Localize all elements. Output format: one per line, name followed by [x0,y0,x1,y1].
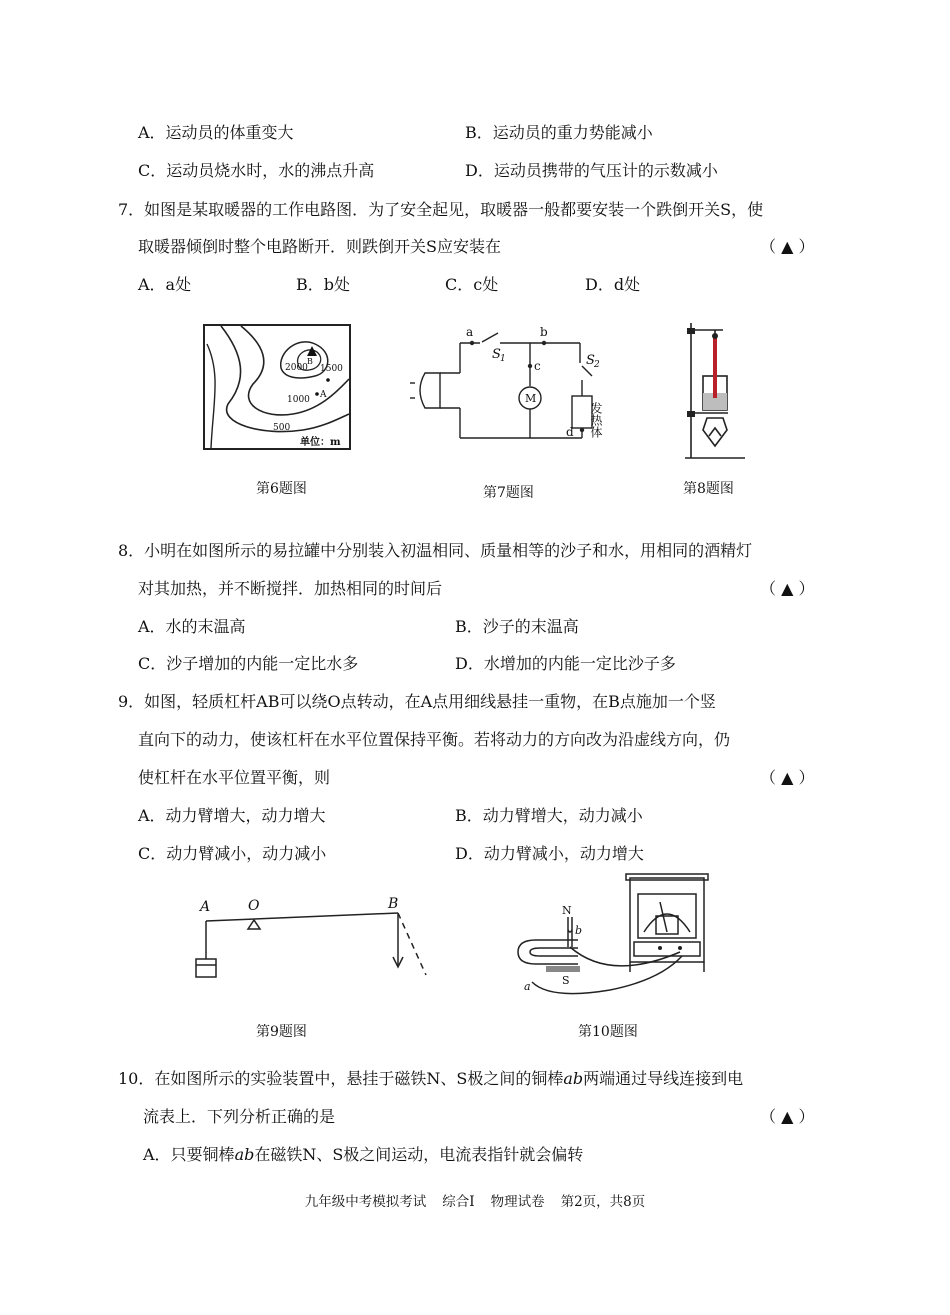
fig7-label-c: c [534,359,541,373]
fig6-label-500: 500 [273,423,291,433]
fig7-motor-label: M [525,392,537,405]
q10-stem-text-a: 10．在如图所示的实验装置中，悬挂于磁铁N、S极之间的铜棒 [118,1069,564,1088]
fig7-label-s1-sub: 1 [500,354,506,364]
q8-option-d: D．水增加的内能一定比沙子多 [455,654,676,673]
figure-10-caption: 第10题图 [578,1024,638,1040]
figure-10-induction-apparatus [510,872,720,1012]
footer-paper-name: 物理试卷 [490,1194,545,1210]
figure-6-caption: 第6题图 [256,481,307,497]
fig6-label-b: B [307,357,313,366]
fig7-label-s2: S [586,353,595,368]
q10-stem-var: ab [563,1069,584,1088]
q8-option-a: A．水的末温高 [138,617,246,636]
q10-option-a [143,1142,583,1165]
q8-stem-line2: 对其加热，并不断搅拌．加热相同的时间后 [138,579,443,598]
q6-option-a: A．运动员的体重变大 [138,123,294,142]
q8-answer-bracket: （ ▲ ） [760,579,815,598]
q9-stem-line2: 直向下的动力，使该杠杆在水平位置保持平衡。若将动力的方向改为沿虚线方向，仍 [138,730,731,749]
heating-apparatus-drawing [683,318,753,463]
q9-answer-bracket: （ ▲ ） [760,768,815,787]
q10-stem-line1 [118,1066,743,1089]
lever-drawing [188,893,438,993]
q7-answer-bracket: （ ▲ ） [760,237,815,256]
q10-stem-line2: 流表上．下列分析正确的是 [143,1107,336,1126]
footer-exam-name: 九年级中考模拟考试 [304,1194,427,1210]
fig6-label-1500: 1500 [320,364,343,374]
q6-option-b: B．运动员的重力势能减小 [465,123,653,142]
fig7-label-s1: S [492,347,501,362]
q7-stem-line2: 取暖器倾倒时整个电路断开．则跌倒开关S应安装在 [138,237,501,256]
q10-stem-text-b: 两端通过导线连接到电 [583,1069,744,1088]
q10-option-a-text-a: A．只要铜棒 [143,1145,235,1164]
q7-option-a: A．a处 [138,275,192,294]
figure-7-circuit-diagram [410,318,610,453]
q10-answer-bracket: （ ▲ ） [760,1107,815,1126]
contour-map-drawing [203,324,351,450]
q8-stem-line1: 8．小明在如图所示的易拉罐中分别装入初温相同、质量相等的沙子和水，用相同的酒精灯 [118,541,753,560]
figure-9-lever-diagram [188,893,438,993]
fig10-label-s: S [562,974,570,987]
q6-option-c: C．运动员烧水时，水的沸点升高 [138,161,375,180]
fig9-label-b: B [388,896,399,912]
q9-stem-line3: 使杠杆在水平位置平衡，则 [138,768,331,787]
fig7-label-a: a [466,325,474,339]
fig7-label-s2-sub: 2 [594,360,600,370]
figure-8-heating-apparatus [683,318,753,463]
footer-subject: 综合Ⅰ [442,1194,475,1210]
fig10-label-b: b [575,924,583,937]
fig6-label-2000: 2000 [285,363,308,373]
page-footer [0,1190,950,1210]
fig6-label-1000: 1000 [287,395,310,405]
q10-option-a-text-b: 在磁铁N、S极之间运动，电流表指针就会偏转 [254,1145,584,1164]
fig6-label-a: A [320,390,327,400]
fig10-label-n: N [562,904,572,917]
fig7-label-b: b [540,325,548,339]
circuit-drawing [410,318,610,453]
figure-6-contour-map [203,324,351,450]
q7-stem-line1: 7．如图是某取暖器的工作电路图．为了安全起见，取暖器一般都要安装一个跌倒开关S，使 [118,200,764,219]
q8-option-b: B．沙子的末温高 [455,617,579,636]
figure-7-caption: 第7题图 [483,485,534,501]
fig9-label-o: O [248,898,260,914]
q7-option-b: B．b处 [296,275,351,294]
q10-option-a-var: ab [234,1145,255,1164]
q9-stem-line1: 9．如图，轻质杠杆AB可以绕O点转动，在A点用细线悬挂一重物，在B点施加一个竖 [118,692,716,711]
q9-option-a: A．动力臂增大，动力增大 [138,806,326,825]
fig10-label-a: a [524,980,531,993]
q9-option-d: D．动力臂减小，动力增大 [455,844,644,863]
figure-8-caption: 第8题图 [683,481,734,497]
q7-option-c: C．c处 [445,275,499,294]
fig9-label-a: A [200,899,211,915]
fig7-label-d: d [566,425,574,439]
figure-9-caption: 第9题图 [256,1024,307,1040]
q8-option-c: C．沙子增加的内能一定比水多 [138,654,359,673]
fig7-heater-label: 发热体 [589,402,603,438]
q6-option-d: D．运动员携带的气压计的示数减小 [465,161,718,180]
induction-apparatus-drawing [510,872,720,1012]
fig6-unit-label: 单位：m [300,437,341,448]
footer-page-number: 第2页，共8页 [560,1194,646,1210]
q7-option-d: D．d处 [585,275,641,294]
q9-option-c: C．动力臂减小，动力减小 [138,844,327,863]
q9-option-b: B．动力臂增大，动力减小 [455,806,643,825]
